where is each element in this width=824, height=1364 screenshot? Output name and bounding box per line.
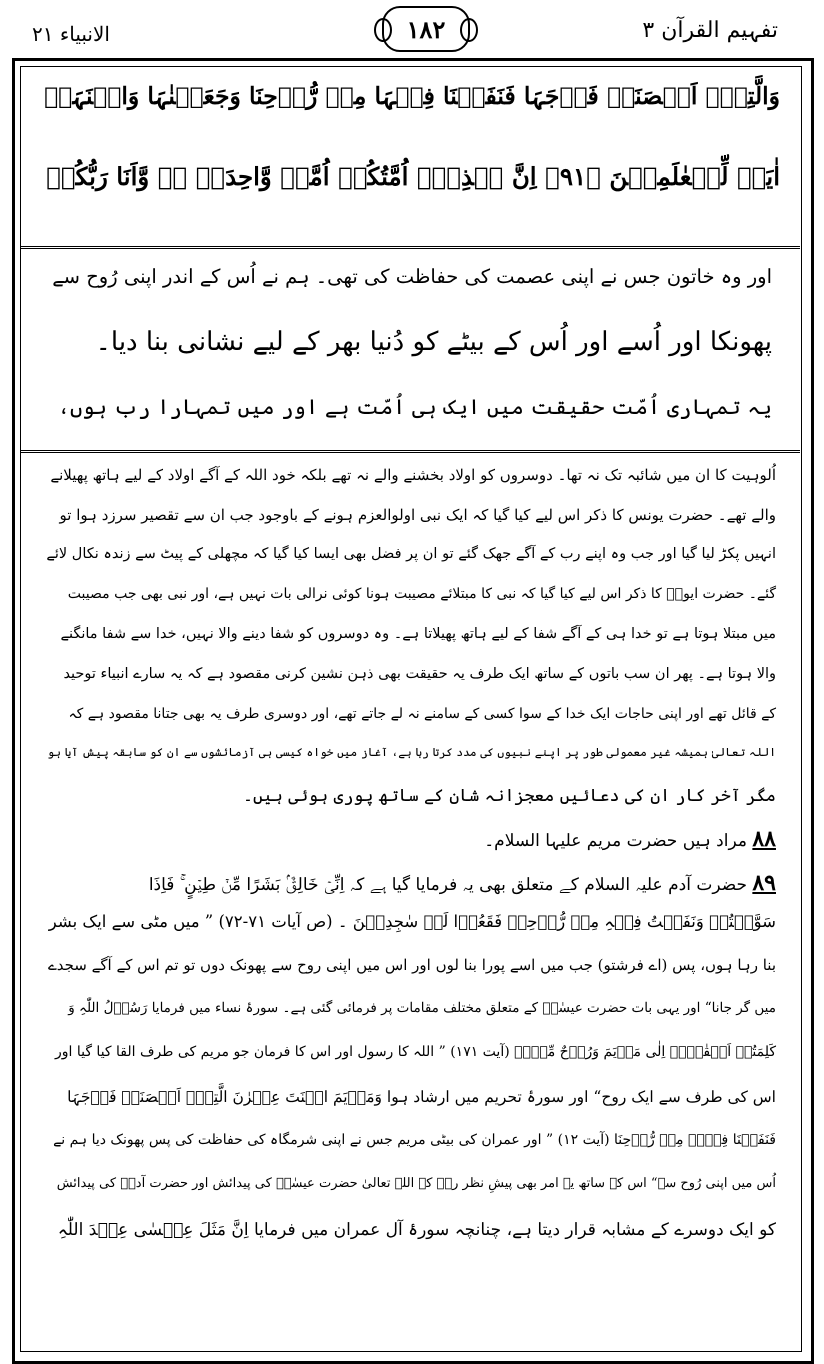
translation-line-3: یہ تمہاری اُمّت حقیقت میں ایک ہی اُمّت ہے اور میں تمہارا رب ہوں، [57,395,772,419]
commentary-line: انہیں پکڑ لیا گیا اور جب وہ اپنے رب کے آگے جھک گئے تو ان پر فضل بھی ایسا کیا گیا کہ مچھلی کے پیٹ سے زندہ نکال لائے [46,546,776,562]
footnote-89-line: اُس میں اپنی رُوح سے“ اس کے ساتھ یہ امر بھی پیشِ نظر رہے کہ اللہ تعالیٰ حضرت عیسٰیؑ کی پیدائش اور حضرت آدمؑ کی پیدائش [56,1176,776,1191]
commentary-line: اللہ تعالیٰ ہمیشہ غیر معمولی طور پر اپنے نبیوں کی مدد کرتا رہا ہے، آغاز میں خواہ کیسی ہی آزمائشوں سے ان کو سابقہ پیش آیا ہو [47,745,776,759]
footnote-89-number: ۸۹ [752,870,776,896]
surah-reference: الانبیاء ۲۱ [32,22,110,46]
commentary-line: گئے۔ حضرت ایوبؑ کا ذکر اس لیے کیا گیا کہ نبی کا مبتلائے مصیبت ہونا کوئی نرالی بات نہیں ہے، اور نبی بھی جب مصیبت [67,586,776,602]
footnote-89-first-line [46,870,776,896]
footnote-89-line: اس کی طرف سے ایک روح“ اور سورۂ تحریم میں ارشاد ہوا وَمَرۡیَمَ ابۡنَتَ عِمۡرٰنَ الَّتِیۡۤ اَحۡصَنَتۡ فَرۡجَہَا [67,1088,776,1106]
footnote-89-line: کو ایک دوسرے کے مشابہ قرار دیتا ہے، چنانچہ سورۂ آل عمران میں فرمایا اِنَّ مَثَلَ عِیۡسٰی عِنۡدَ اللّٰہِ [57,1220,776,1240]
commentary-line: کے قائل تھے اور اپنی حاجات ایک خدا کے سوا کسی کے سامنے نہ لے جاتے تھے، اور دوسری طرف یہ بھی جتانا مقصود ہے کہ [68,706,776,722]
commentary-line: اُلوہیت کا ان میں شائبہ تک نہ تھا۔ دوسروں کو اولاد بخشنے والے نہ تھے بلکہ خود اللہ کے آگے اولاد کے لیے ہاتھ پھیلانے [50,466,776,484]
footnote-88-text: مراد ہیں حضرت مریم علیہا السلام۔ [484,831,747,851]
quran-verse-section [20,66,800,249]
commentary-line: میں مبتلا ہوتا ہے تو خدا ہی کے آگے شفا کے لیے ہاتھ پھیلاتا ہے۔ وہ دوسروں کو شفا دینے والا نہیں، خدا سے شفا مانگنے [60,626,776,642]
footnote-89-line: بنا رہا ہوں، پس (اے فرشتو) جب میں اسے پورا بنا لوں اور اس میں اپنی روح سے پھونک دوں تو تم اس کے آگے سجدے [47,956,776,974]
translation-section [20,250,800,453]
commentary-line: والا ہوتا ہے۔ پھر ان سب باتوں کے ساتھ ایک طرف یہ حقیقت بھی ذہن نشین کرنی مقصود ہے کہ یہ سارے انبیاء توحید [63,666,776,682]
translation-line-1: اور وہ خاتون جس نے اپنی عصمت کی حفاظت کی تھی۔ ہم نے اُس کے اندر اپنی رُوح سے [52,265,772,288]
quran-verse-line-1: وَالَّتِیۡۤ اَحۡصَنَتۡ فَرۡجَہَا فَنَفَخۡنَا فِیۡہَا مِنۡ رُّوۡحِنَا وَجَعَلۡنٰہَا وَابۡنَہَاۤ [44,82,780,110]
footnote-89-line: کَلِمَتُہٗ اَلۡقٰہَاۤ اِلٰی مَرۡیَمَ وَرُوۡحٌ مِّنۡہُ (آیت ۱۷۱) ” اللہ کا رسول اور اس کا فرمان جو مریم کی طرف القا کیا گیا اور [54,1044,776,1060]
page-number: ۱۸۲ [382,6,470,52]
quran-verse-line-2: اٰیَۃً لِّلۡعٰلَمِیۡنَ ﴿۹۱﴾ اِنَّ ہٰذِہٖۤ اُمَّتُکُمۡ اُمَّۃً وَّاحِدَۃً ۫ۖ وَّاَنَا رَبُّکُمۡ [46,162,780,191]
commentary-section [20,458,800,1348]
commentary-line: والے تھے۔ حضرت یونس کا ذکر اس لیے کیا گیا کہ ایک نبی اولوالعزم ہونے کے باوجود جب ان سے تقصیر سرزد ہوا تو [59,506,776,524]
footnote-89-line: میں گر جانا“ اور یہی بات حضرت عیسٰیؑ کے متعلق مختلف مقامات پر فرمائی گئی ہے۔ سورۂ نساء میں فرمایا رَسُوۡلُ اللّٰہِ وَ [68,1000,776,1016]
footnote-89-line: سَوَّیۡتُہٗ وَنَفَخۡتُ فِیۡہِ مِنۡ رُّوۡحِیۡ فَقَعُوۡا لَہٗ سٰجِدِیۡنَ ۔ (ص آیات ۷۱-۷۲) ” میں مٹی سے ایک بشر [48,912,776,931]
footnote-89-line: فَنَفَخۡنَا فِیۡہِ مِنۡ رُّوۡحِنَا (آیت ۱۲) ” اور عمران کی بیٹی مریم جس نے اپنی شرمگاہ کی حفاظت کی پس پھونک دیا ہم نے [53,1132,776,1148]
commentary-line: مگر آخر کار ان کی دعائیں معجزانہ شان کے ساتھ پوری ہوئی ہیں۔ [242,786,776,806]
footnote-88 [46,826,776,852]
footnote-89-line: حضرت آدم علیہ السلام کے متعلق بھی یہ فرمایا گیا ہے کہ اِنِّیۡ خَالِقٌۢ بَشَرًا مِّنۡ طِیۡنٍ ۚ فَاِذَا [148,875,747,895]
footnote-88-number: ۸۸ [752,826,776,852]
page-header [14,4,810,56]
book-title: تفہیم القرآن ۳ [642,18,778,43]
translation-line-2: پھونکا اور اُسے اور اُس کے بیٹے کو دُنیا بھر کے لیے نشانی بنا دیا۔ [95,327,772,357]
